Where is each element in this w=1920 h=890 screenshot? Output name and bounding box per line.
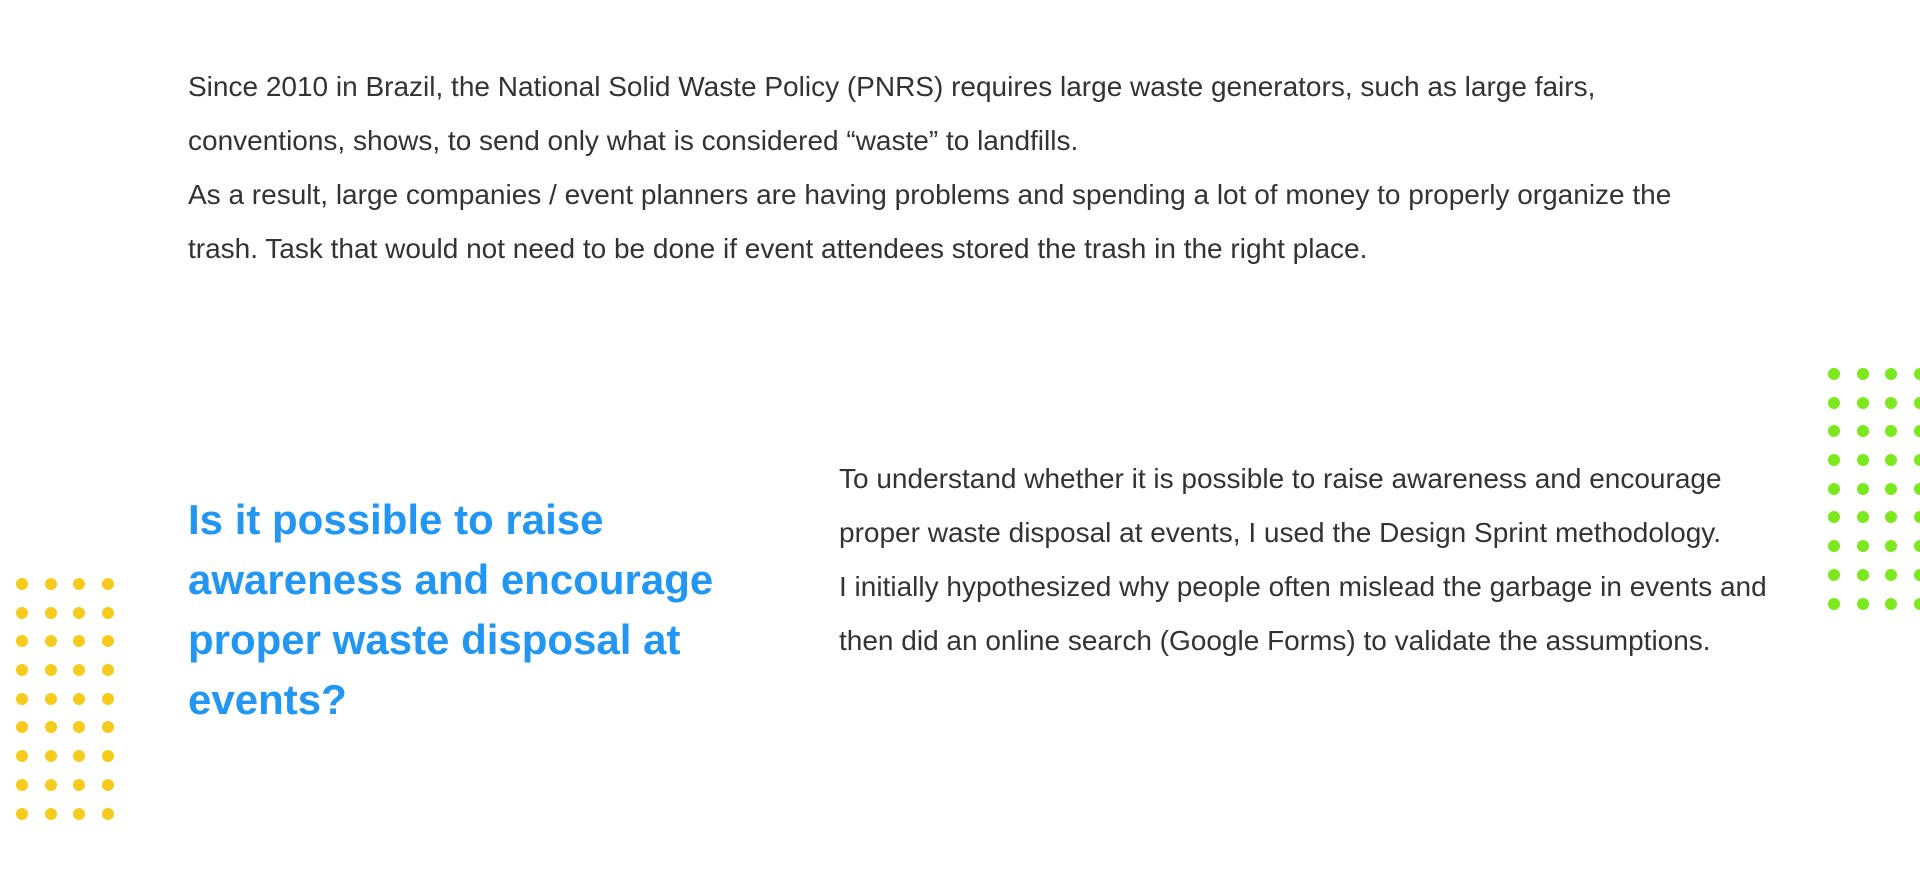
decorative-dot xyxy=(45,721,57,733)
decorative-dot xyxy=(1857,397,1869,409)
decorative-dot xyxy=(1828,368,1840,380)
decorative-dot xyxy=(1885,569,1897,581)
method-paragraph-1: To understand whether it is possible to raise awareness and encourage proper waste disposal at events, I used the Design Sprint methodology. xyxy=(839,463,1722,548)
decorative-dot xyxy=(1885,540,1897,552)
decorative-dot xyxy=(1857,511,1869,523)
decorative-dot xyxy=(1828,511,1840,523)
method-section xyxy=(839,452,1779,668)
intro-paragraph-1: Since 2010 in Brazil, the National Solid Waste Policy (PNRS) requires large waste generators, such as large fairs, conventions, shows, to send only what is considered “waste” to landfills. xyxy=(188,71,1596,156)
decorative-dot xyxy=(102,808,114,820)
decorative-dot xyxy=(45,808,57,820)
decorative-dot xyxy=(73,808,85,820)
decorative-dot xyxy=(16,664,28,676)
decorative-dot xyxy=(45,578,57,590)
decorative-dot xyxy=(1857,569,1869,581)
decorative-dot xyxy=(73,750,85,762)
decorative-dot xyxy=(73,578,85,590)
decorative-dot xyxy=(1885,425,1897,437)
decorative-dot xyxy=(1828,540,1840,552)
decorative-dot xyxy=(1914,569,1920,581)
decorative-dot xyxy=(1885,397,1897,409)
decorative-dot xyxy=(1914,483,1920,495)
decorative-dot xyxy=(1914,598,1920,610)
decorative-dot xyxy=(16,808,28,820)
decorative-dot xyxy=(1885,598,1897,610)
decorative-dot xyxy=(1828,397,1840,409)
decorative-dot xyxy=(16,721,28,733)
decorative-dot xyxy=(1828,454,1840,466)
decorative-dot xyxy=(102,607,114,619)
decorative-dot xyxy=(16,693,28,705)
decorative-dot xyxy=(102,635,114,647)
decorative-dot xyxy=(1857,540,1869,552)
decorative-dot xyxy=(73,779,85,791)
decorative-dot xyxy=(16,779,28,791)
decorative-dot xyxy=(1828,425,1840,437)
decorative-dot xyxy=(45,779,57,791)
decorative-dot xyxy=(1914,511,1920,523)
method-paragraph-2: I initially hypothesized why people often mislead the garbage in events and then did an online search (Google Forms) to validate the assumptions. xyxy=(839,571,1767,656)
decorative-dot xyxy=(1857,598,1869,610)
decorative-dot xyxy=(1914,368,1920,380)
decorative-dot xyxy=(16,750,28,762)
decorative-dot xyxy=(45,607,57,619)
green-dot-grid xyxy=(1828,368,1920,626)
decorative-dot xyxy=(1914,425,1920,437)
decorative-dot xyxy=(1857,454,1869,466)
decorative-dot xyxy=(1885,483,1897,495)
decorative-dot xyxy=(1914,454,1920,466)
intro-paragraph-2: As a result, large companies / event planners are having problems and spending a lot of money to properly organize the trash. Task that would not need to be done if event attendees stored the trash in the right place. xyxy=(188,179,1672,264)
decorative-dot xyxy=(73,664,85,676)
yellow-dot-grid xyxy=(16,578,131,836)
decorative-dot xyxy=(102,721,114,733)
decorative-dot xyxy=(45,664,57,676)
decorative-dot xyxy=(16,578,28,590)
decorative-dot xyxy=(1857,368,1869,380)
decorative-dot xyxy=(45,635,57,647)
decorative-dot xyxy=(1885,368,1897,380)
decorative-dot xyxy=(1885,511,1897,523)
decorative-dot xyxy=(73,721,85,733)
decorative-dot xyxy=(102,578,114,590)
decorative-dot xyxy=(1828,569,1840,581)
decorative-dot xyxy=(16,607,28,619)
question-heading: Is it possible to raise awareness and encourage proper waste disposal at events? xyxy=(188,496,714,723)
decorative-dot xyxy=(102,693,114,705)
decorative-dot xyxy=(1914,397,1920,409)
decorative-dot xyxy=(1914,540,1920,552)
decorative-dot xyxy=(73,635,85,647)
decorative-dot xyxy=(1885,454,1897,466)
decorative-dot xyxy=(73,693,85,705)
decorative-dot xyxy=(1828,598,1840,610)
decorative-dot xyxy=(45,693,57,705)
decorative-dot xyxy=(16,635,28,647)
decorative-dot xyxy=(45,750,57,762)
decorative-dot xyxy=(73,607,85,619)
decorative-dot xyxy=(102,750,114,762)
decorative-dot xyxy=(102,664,114,676)
decorative-dot xyxy=(1828,483,1840,495)
decorative-dot xyxy=(1857,425,1869,437)
intro-section xyxy=(188,60,1748,276)
decorative-dot xyxy=(102,779,114,791)
decorative-dot xyxy=(1857,483,1869,495)
